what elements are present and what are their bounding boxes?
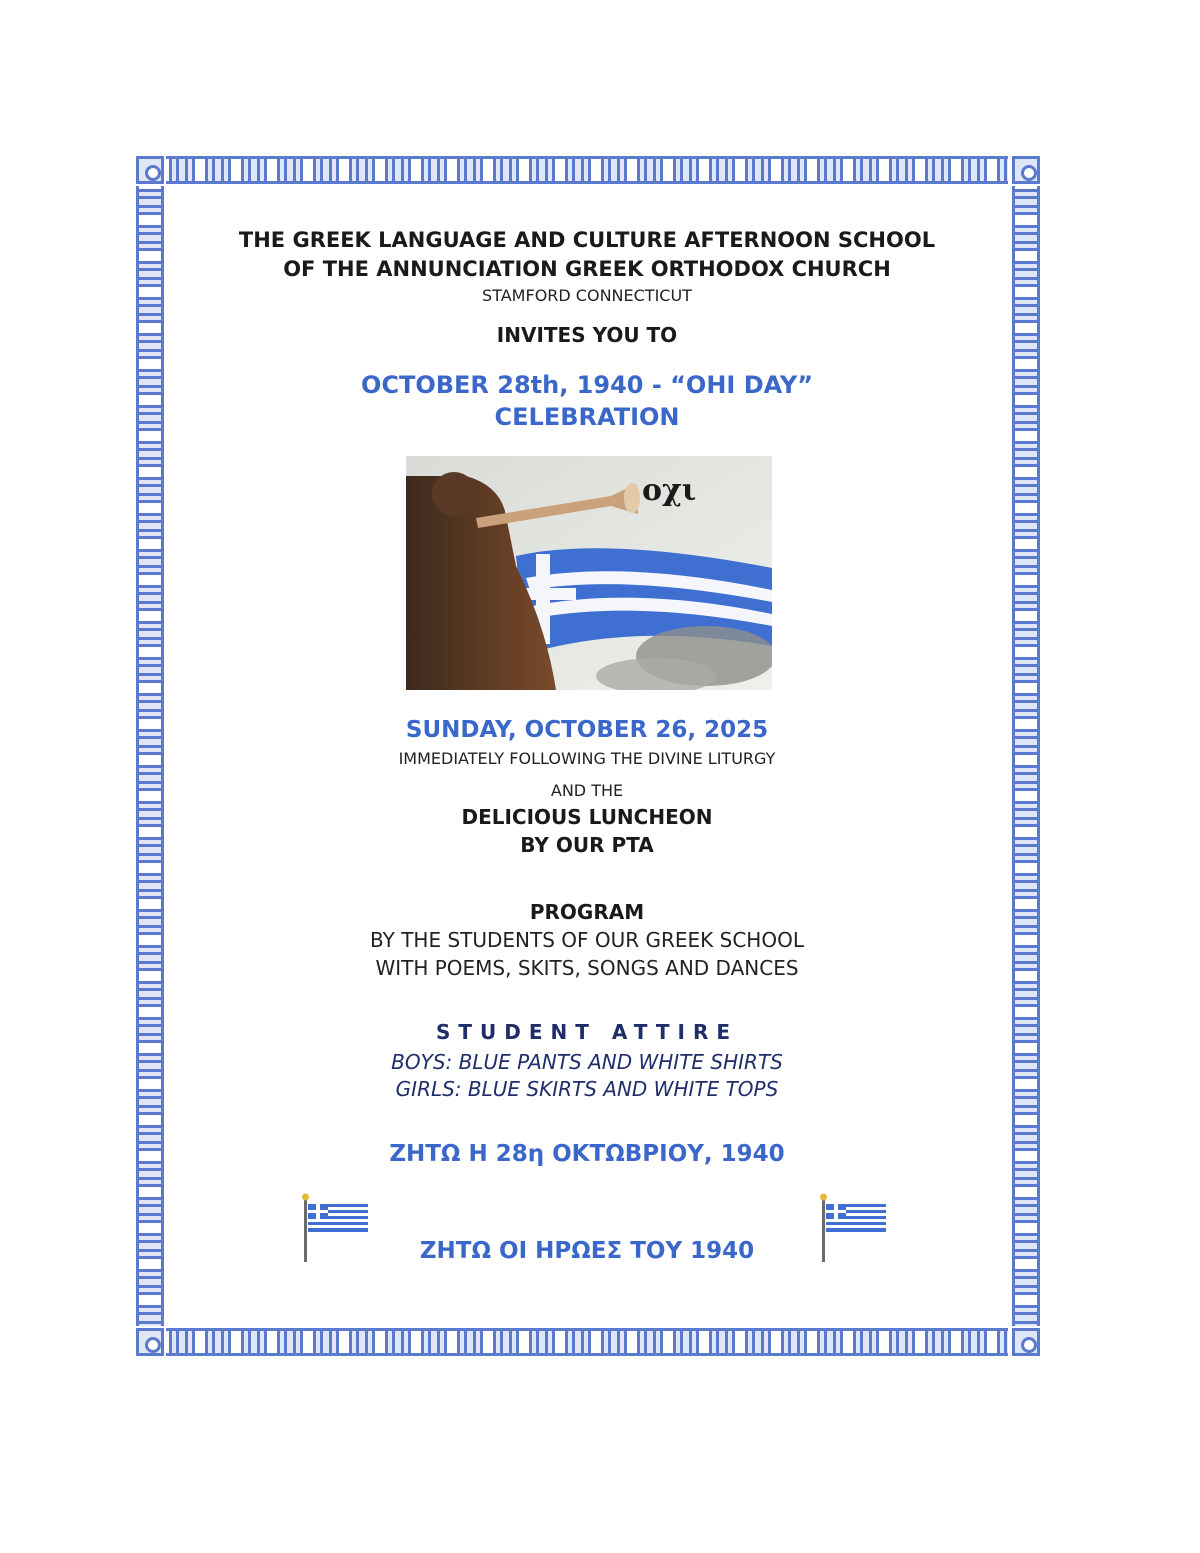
oxi-text: οχι bbox=[642, 473, 697, 508]
greek-flag-icon bbox=[818, 1192, 890, 1268]
greek-slogan-1: ΖΗΤΩ Η 28η ΟΚΤΩΒΡΙΟΥ, 1940 bbox=[389, 1141, 785, 1167]
greek-slogan-2: ΖΗΤΩ ΟΙ ΗΡΩΕΣ ΤΟΥ 1940 bbox=[419, 1238, 755, 1264]
after-liturgy: IMMEDIATELY FOLLOWING THE DIVINE LITURGY bbox=[398, 749, 776, 768]
and-the: AND THE bbox=[550, 781, 624, 800]
header-line1: THE GREEK LANGUAGE AND CULTURE AFTERNOON SCHOOL bbox=[238, 228, 936, 252]
attire-girls: GIRLS: BLUE SKIRTS AND WHITE TOPS bbox=[395, 1077, 779, 1101]
luncheon-line1: DELICIOUS LUNCHEON bbox=[461, 805, 713, 829]
corner-bottom-right bbox=[1012, 1328, 1040, 1356]
program-line1: BY THE STUDENTS OF OUR GREEK SCHOOL bbox=[370, 928, 804, 952]
program-line2: WITH POEMS, SKITS, SONGS AND DANCES bbox=[375, 956, 799, 980]
greek-flag-icon bbox=[300, 1192, 372, 1268]
attire-boys: BOYS: BLUE PANTS AND WHITE SHIRTS bbox=[391, 1050, 783, 1074]
border-top bbox=[166, 156, 1008, 184]
corner-top-right bbox=[1012, 156, 1040, 184]
event-date: SUNDAY, OCTOBER 26, 2025 bbox=[405, 717, 769, 743]
luncheon-line2: BY OUR PTA bbox=[520, 833, 654, 857]
header-invite: INVITES YOU TO bbox=[496, 323, 678, 347]
event-title-line2: CELEBRATION bbox=[494, 403, 680, 431]
attire-heading: STUDENT ATTIRE bbox=[435, 1020, 739, 1044]
header-location: STAMFORD CONNECTICUT bbox=[482, 286, 692, 305]
event-title-line1: OCTOBER 28th, 1940 - “OHI DAY” bbox=[360, 371, 814, 399]
border-bottom bbox=[166, 1328, 1008, 1356]
corner-bottom-left bbox=[136, 1328, 164, 1356]
program-heading: PROGRAM bbox=[529, 900, 645, 924]
corner-top-left bbox=[136, 156, 164, 184]
header-line2: OF THE ANNUNCIATION GREEK ORTHODOX CHURCH bbox=[283, 257, 891, 281]
trumpet-soldier-illustration bbox=[406, 456, 772, 690]
